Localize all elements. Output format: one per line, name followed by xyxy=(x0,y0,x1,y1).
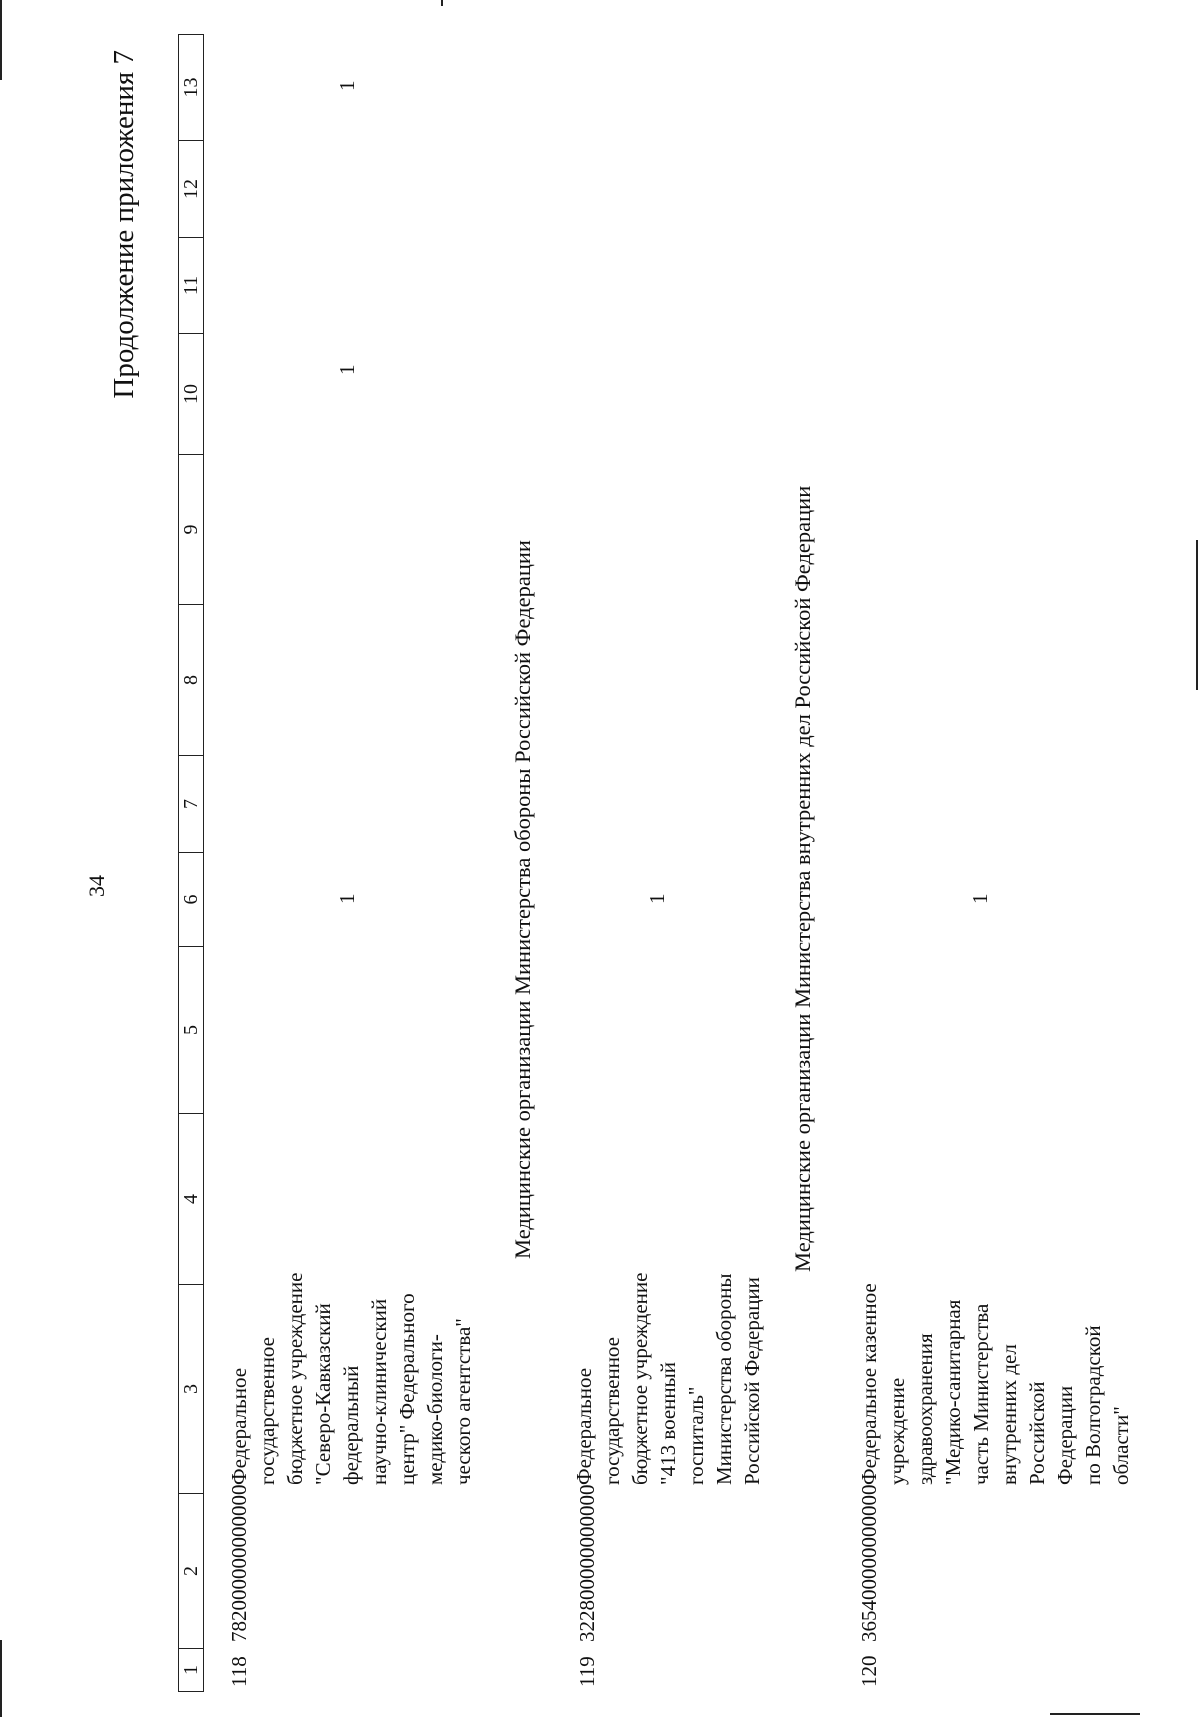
row-120-col5-mark: 1 xyxy=(968,893,992,904)
column-number: 6 xyxy=(179,853,204,947)
page-number: 34 xyxy=(84,875,109,897)
row-119-col5-mark: 1 xyxy=(645,893,669,904)
row-120-code: 365400000000000 xyxy=(857,1484,881,1642)
row-119-name: Федеральное государственное бюджетное учреждение "413 военный госпиталь" Министерства обороны Российской Федерации xyxy=(572,1272,764,1485)
column-number: 13 xyxy=(179,35,204,141)
column-number: 7 xyxy=(179,756,204,853)
column-number: 10 xyxy=(179,334,204,455)
column-number-header xyxy=(178,34,204,1692)
row-119-number: 119 xyxy=(575,1656,599,1687)
row-120-number: 120 xyxy=(857,1655,881,1687)
column-number: 1 xyxy=(179,1649,204,1692)
row-118-col10-mark: 1 xyxy=(335,364,359,375)
row-118-code: 782000000000000 xyxy=(227,1484,251,1642)
column-number: 11 xyxy=(179,238,204,334)
column-number: 5 xyxy=(179,947,204,1114)
row-118-name: Федеральное государственное бюджетное учреждение "Северо-Кавказский федеральный научно-клинический центр" Федерального медико-биологи- ческого агентства" xyxy=(227,1272,475,1485)
row-118-number: 118 xyxy=(227,1656,251,1687)
column-number: 4 xyxy=(179,1114,204,1285)
continuation-label: Продолжение приложения 7 xyxy=(108,50,140,399)
column-number: 9 xyxy=(179,455,204,605)
column-number: 8 xyxy=(179,605,204,756)
column-number: 3 xyxy=(179,1285,204,1494)
column-number: 12 xyxy=(179,141,204,238)
section-title-interior: Медицинские организации Министерства внутренних дел Российской Федерации xyxy=(790,485,815,1272)
row-119-code: 322800000000000 xyxy=(575,1484,599,1642)
section-title-defense: Медицинские организации Министерства обороны Российской Федерации xyxy=(510,540,535,1259)
row-120-name: Федеральное казенное учреждение здравоохранения "Медико-санитарная часть Министерства внутренних дел Российской Федерации по Волгоградской области" xyxy=(857,1283,1133,1485)
column-number: 2 xyxy=(179,1494,204,1649)
row-118-col13-mark: 1 xyxy=(335,80,359,91)
row-118-col5-mark: 1 xyxy=(335,893,359,904)
